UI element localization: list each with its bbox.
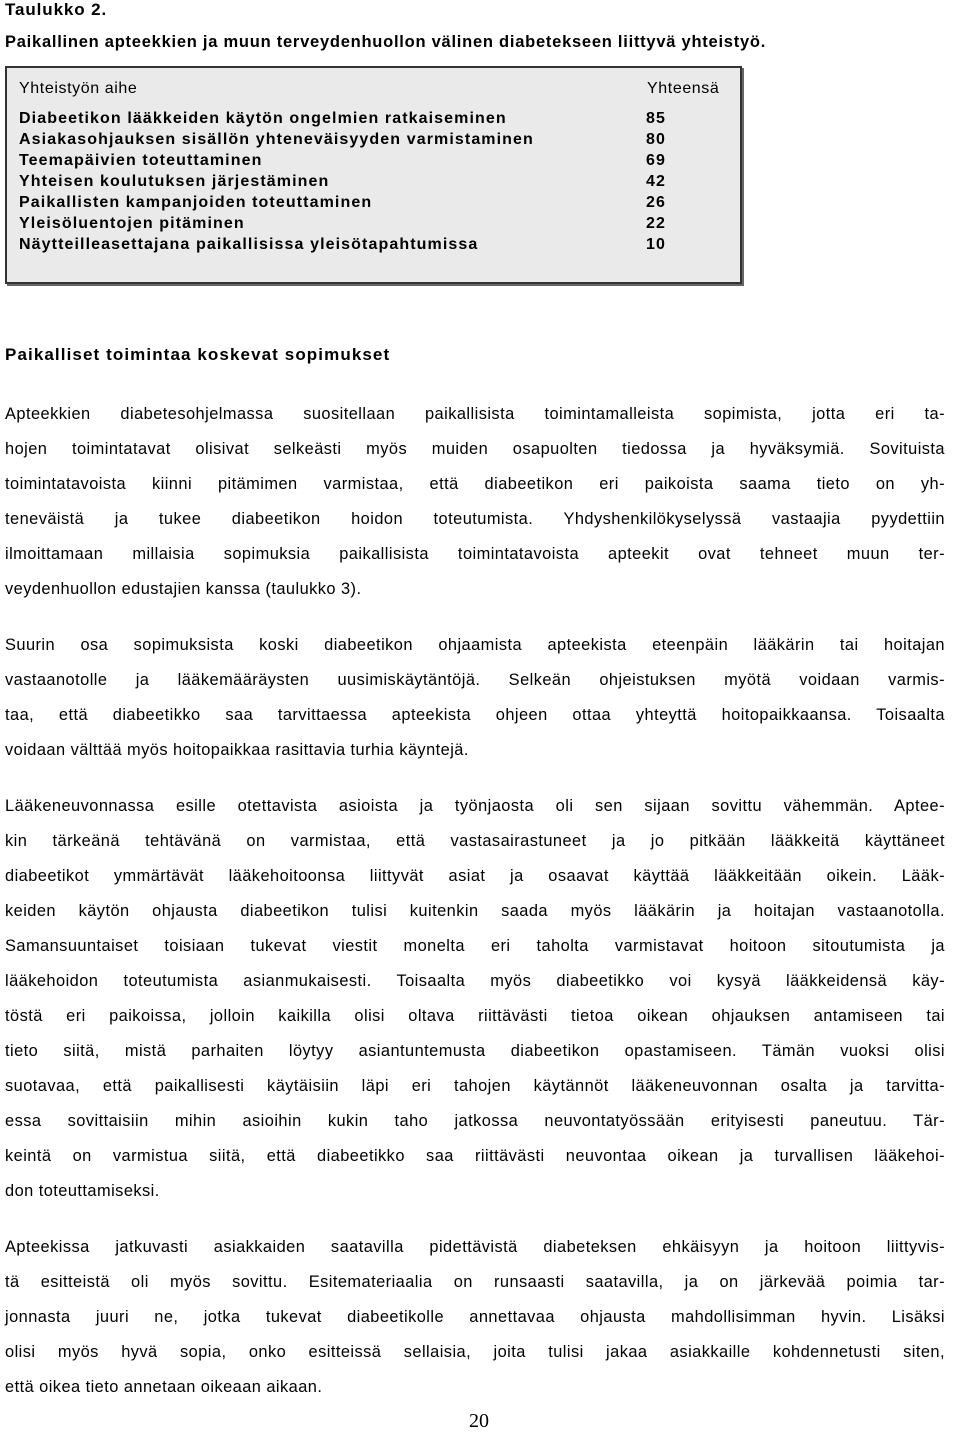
column-header-topic: Yhteistyön aihe <box>19 80 138 97</box>
table-cell-topic: Yleisöluentojen pitäminen <box>19 215 245 232</box>
table-label: Taulukko 2. <box>5 0 108 19</box>
paragraph-line: lääkehoidon toteutumista asianmukaisesti. Toisaalta myös diabeetikko voi kysyä lääkkeidensä käy- <box>5 972 945 990</box>
paragraph-line: tieto siitä, mistä parhaiten löytyy asiantuntemusta diabeetikon opastamiseen. Tämän vuoksi olisi <box>5 1042 945 1060</box>
table-cell-topic: Diabeetikon lääkkeiden käytön ongelmien ratkaiseminen <box>19 110 507 127</box>
table-cell-total: 85 <box>646 110 666 127</box>
paragraph-line: toimintatavoista kiinni pitämimen varmistaa, että diabeetikon eri paikoista saama tieto on yh- <box>5 475 945 493</box>
table-cell-total: 80 <box>646 131 666 148</box>
table-cell-topic: Paikallisten kampanjoiden toteuttaminen <box>19 194 373 211</box>
paragraph-line: Apteekkien diabetesohjelmassa suositellaan paikallisista toimintamalleista sopimista, jotta eri ta- <box>5 405 945 423</box>
paragraph-line: veydenhuollon edustajien kanssa (taulukko 3). <box>5 580 362 598</box>
table-cell-topic: Näytteilleasettajana paikallisissa yleisötapahtumissa <box>19 236 479 253</box>
table-cell-topic: Yhteisen koulutuksen järjestäminen <box>19 173 330 190</box>
paragraph-line: Suurin osa sopimuksista koski diabeetikon ohjaamista apteekista eteenpäin lääkärin tai hoitajan <box>5 636 945 654</box>
paragraph-line: taa, että diabeetikko saa tarvittaessa apteekista ohjeen ottaa yhteyttä hoitopaikkaansa. Toisaalta <box>5 706 945 724</box>
paragraph-line: kin tärkeänä tehtävänä on varmistaa, että vastasairastuneet ja jo pitkään lääkkeitä käyttäneet <box>5 832 945 850</box>
table-cell-topic: Asiakasohjauksen sisällön yhteneväisyyden varmistaminen <box>19 131 534 148</box>
collaboration-table <box>5 66 742 284</box>
page-number: 20 <box>469 1410 489 1432</box>
paragraph-line: jonnasta juuri ne, jotka tukevat diabeetikolle annettavaa ohjausta mahdollisimman hyvin. Lisäksi <box>5 1308 945 1326</box>
table-caption: Paikallinen apteekkien ja muun terveydenhuollon välinen diabetekseen liittyvä yhteistyö. <box>5 33 767 51</box>
table-cell-topic: Teemapäivien toteuttaminen <box>19 152 263 169</box>
table-cell-total: 22 <box>646 215 666 232</box>
paragraph-line: tä esitteistä oli myös sovittu. Esitemateriaalia on runsaasti saatavilla, ja on järkevää poimia tar- <box>5 1273 945 1291</box>
paragraph-line: vastaanotolle ja lääkemääräysten uusimiskäytäntöjä. Selkeän ohjeistuksen myötä voidaan varmis- <box>5 671 945 689</box>
paragraph-line: keiden käytön ohjausta diabeetikon tulisi kuitenkin saada myös lääkärin ja hoitajan vastaanotolla. <box>5 902 945 920</box>
paragraph-line: töstä eri paikoissa, jolloin kaikilla olisi oltava riittävästi tietoa oikean ohjauksen antamiseen tai <box>5 1007 945 1025</box>
paragraph-line: ilmoittamaan millaisia sopimuksia paikallisista toimintatavoista apteekit ovat tehneet muun ter- <box>5 545 945 563</box>
paragraph-line: don toteuttamiseksi. <box>5 1182 160 1200</box>
table-cell-total: 42 <box>646 173 666 190</box>
table-cell-total: 26 <box>646 194 666 211</box>
paragraph-line: voidaan välttää myös hoitopaikkaa rasittavia turhia käyntejä. <box>5 741 469 759</box>
paragraph-line: että oikea tieto annetaan oikeaan aikaan. <box>5 1378 323 1396</box>
table-cell-total: 69 <box>646 152 666 169</box>
paragraph-line: hojen toimintatavat olisivat selkeästi myös muiden osapuolten tiedossa ja hyväksymiä. Sovituista <box>5 440 945 458</box>
paragraph-line: essa sovittaisiin mihin asioihin kukin taho jatkossa neuvontatyössään erityisesti paneutuu. Tär- <box>5 1112 945 1130</box>
paragraph-line: diabeetikot ymmärtävät lääkehoitoonsa liittyvät asiat ja osaavat käyttää lääkkeitään oikein. Lääk- <box>5 867 945 885</box>
paragraph-line: teneväistä ja tukee diabeetikon hoidon toteutumista. Yhdyshenkilökyselyssä vastaajia pyydettiin <box>5 510 945 528</box>
section-heading: Paikalliset toimintaa koskevat sopimukset <box>5 345 391 364</box>
table-cell-total: 10 <box>646 236 666 253</box>
paragraph-line: Lääkeneuvonnassa esille otettavista asioista ja työnjaosta oli sen sijaan sovittu vähemmän. Aptee- <box>5 797 945 815</box>
paragraph-line: keintä on varmistua siitä, että diabeetikko saa riittävästi neuvontaa oikean ja turvallisen lääkehoi- <box>5 1147 945 1165</box>
column-header-total: Yhteensä <box>647 80 720 97</box>
paragraph-line: olisi myös hyvä sopia, onko esitteissä sellaisia, joita tulisi jakaa asiakkaille kohdennetusti siten, <box>5 1343 945 1361</box>
paragraph-line: suotavaa, että paikallisesti käytäisiin läpi eri tahojen käytännöt lääkeneuvonnan osalta ja tarvitta- <box>5 1077 945 1095</box>
paragraph-line: Apteekissa jatkuvasti asiakkaiden saatavilla pidettävistä diabeteksen ehkäisyyn ja hoitoon liittyvis- <box>5 1238 945 1256</box>
paragraph-line: Samansuuntaiset toisiaan tukevat viestit monelta eri taholta varmistavat hoitoon sitoutumista ja <box>5 937 945 955</box>
